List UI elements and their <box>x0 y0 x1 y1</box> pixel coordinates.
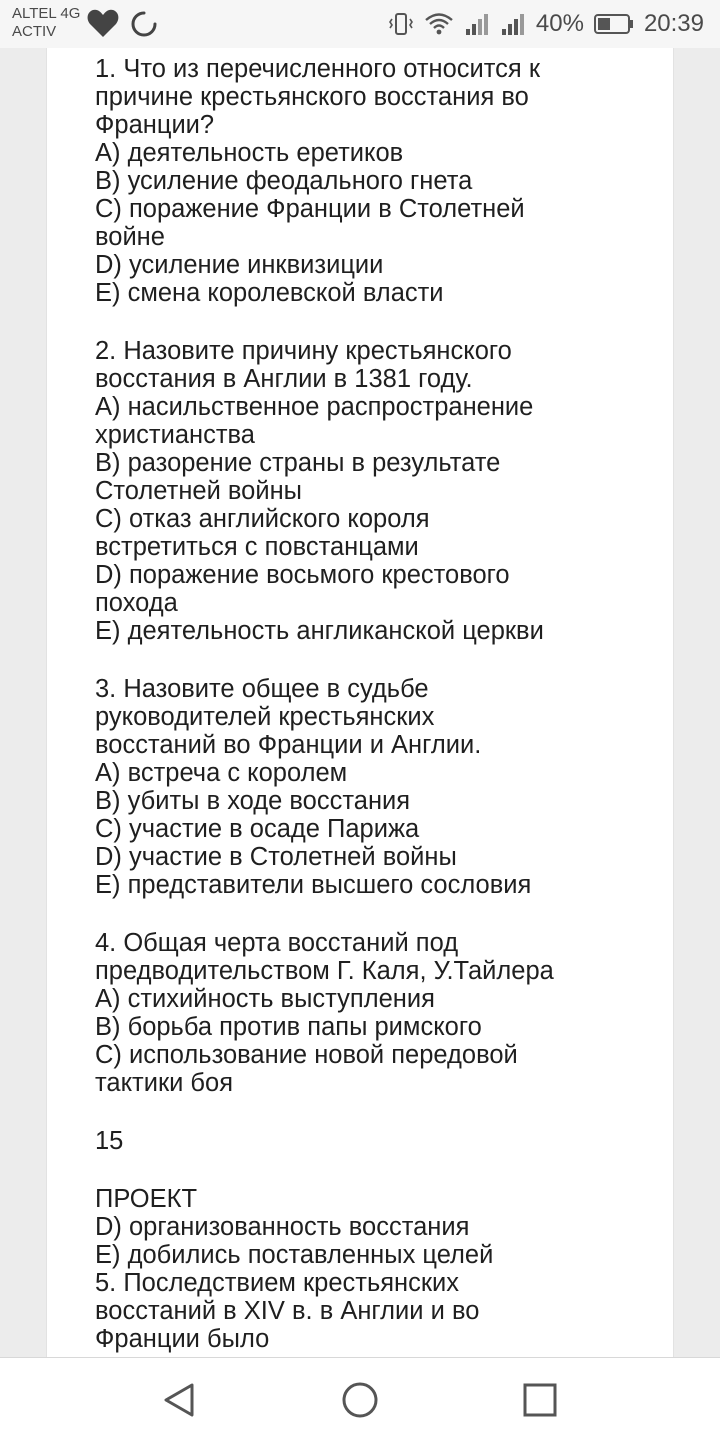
question-1-option-d: D) усиление инквизиции <box>95 251 384 279</box>
question-3-line-3: восстаний во Франции и Англии. <box>95 731 482 759</box>
carrier-name <box>12 5 80 41</box>
question-4-option-c-cont: тактики боя <box>95 1069 234 1097</box>
question-5-line-2: восстаний в XIV в. в Англии и во <box>95 1297 480 1325</box>
home-circle-icon[interactable] <box>340 1380 380 1420</box>
vibrate-icon <box>388 11 414 37</box>
question-2-option-a-cont: христианства <box>95 421 255 449</box>
question-2-option-a: A) насильственное распространение <box>95 393 534 421</box>
status-icons <box>388 8 704 40</box>
page-number: 15 <box>95 1127 124 1155</box>
signal-icon <box>464 11 490 37</box>
question-1-line-1: 1. Что из перечисленного относится к <box>95 55 540 83</box>
question-2-option-d-cont: похода <box>95 589 178 617</box>
question-1-option-a: A) деятельность еретиков <box>95 139 404 167</box>
document-text <box>95 55 665 1353</box>
heart-icon <box>86 7 120 39</box>
question-4-option-b: B) борьба против папы римского <box>95 1013 482 1041</box>
clock: 20:39 <box>643 10 704 37</box>
question-1-option-c-cont: войне <box>95 223 165 251</box>
carrier-line-1: ALTEL 4G <box>12 5 81 22</box>
question-2-line-2: восстания в Англии в 1381 году. <box>95 365 473 393</box>
question-1-option-b: B) усиление феодального гнета <box>95 167 473 195</box>
question-2-option-b-cont: Столетней войны <box>95 477 303 505</box>
loading-spinner-icon <box>130 10 158 38</box>
battery-percent: 40% <box>535 10 584 37</box>
document-page[interactable] <box>46 48 674 1357</box>
question-3-option-b: B) убиты в ходе восстания <box>95 787 411 815</box>
question-3-option-d: D) участие в Столетней войны <box>95 843 457 871</box>
wifi-icon <box>424 11 454 37</box>
question-3-option-e: E) представители высшего сословия <box>95 871 532 899</box>
question-3-option-c: C) участие в осаде Парижа <box>95 815 420 843</box>
navigation-bar <box>0 1357 720 1441</box>
question-1-option-c: C) поражение Франции в Столетней <box>95 195 525 223</box>
question-4-option-c: C) использование новой передовой <box>95 1041 518 1069</box>
back-triangle-icon[interactable] <box>160 1380 200 1420</box>
status-bar <box>0 0 720 48</box>
project-label: ПРОЕКТ <box>95 1185 198 1213</box>
question-4-line-2: предводительством Г. Каля, У.Тайлера <box>95 957 554 985</box>
question-4-option-e: E) добились поставленных целей <box>95 1241 494 1269</box>
question-1-line-2: причине крестьянского восстания во <box>95 83 529 111</box>
signal-icon <box>500 11 526 37</box>
question-3-line-1: 3. Назовите общее в судьбе <box>95 675 429 703</box>
question-4-line-1: 4. Общая черта восстаний под <box>95 929 459 957</box>
question-2-option-c: C) отказ английского короля <box>95 505 430 533</box>
question-5-line-3: Франции было <box>95 1325 270 1353</box>
carrier-line-2: ACTIV <box>12 23 57 40</box>
question-2-line-1: 2. Назовите причину крестьянского <box>95 337 512 365</box>
question-2-option-e: E) деятельность англиканской церкви <box>95 617 544 645</box>
question-1-line-3: Франции? <box>95 111 215 139</box>
question-2-option-d: D) поражение восьмого крестового <box>95 561 510 589</box>
question-3-option-a: A) встреча с королем <box>95 759 348 787</box>
question-1-option-e: E) смена королевской власти <box>95 279 444 307</box>
question-4-option-d: D) организованность восстания <box>95 1213 470 1241</box>
question-5-line-1: 5. Последствием крестьянских <box>95 1269 460 1297</box>
question-3-line-2: руководителей крестьянских <box>95 703 435 731</box>
question-2-option-b: B) разорение страны в результате <box>95 449 501 477</box>
battery-icon <box>594 13 634 35</box>
question-2-option-c-cont: встретиться с повстанцами <box>95 533 419 561</box>
question-4-option-a: A) стихийность выступления <box>95 985 435 1013</box>
recent-apps-square-icon[interactable] <box>520 1380 560 1420</box>
